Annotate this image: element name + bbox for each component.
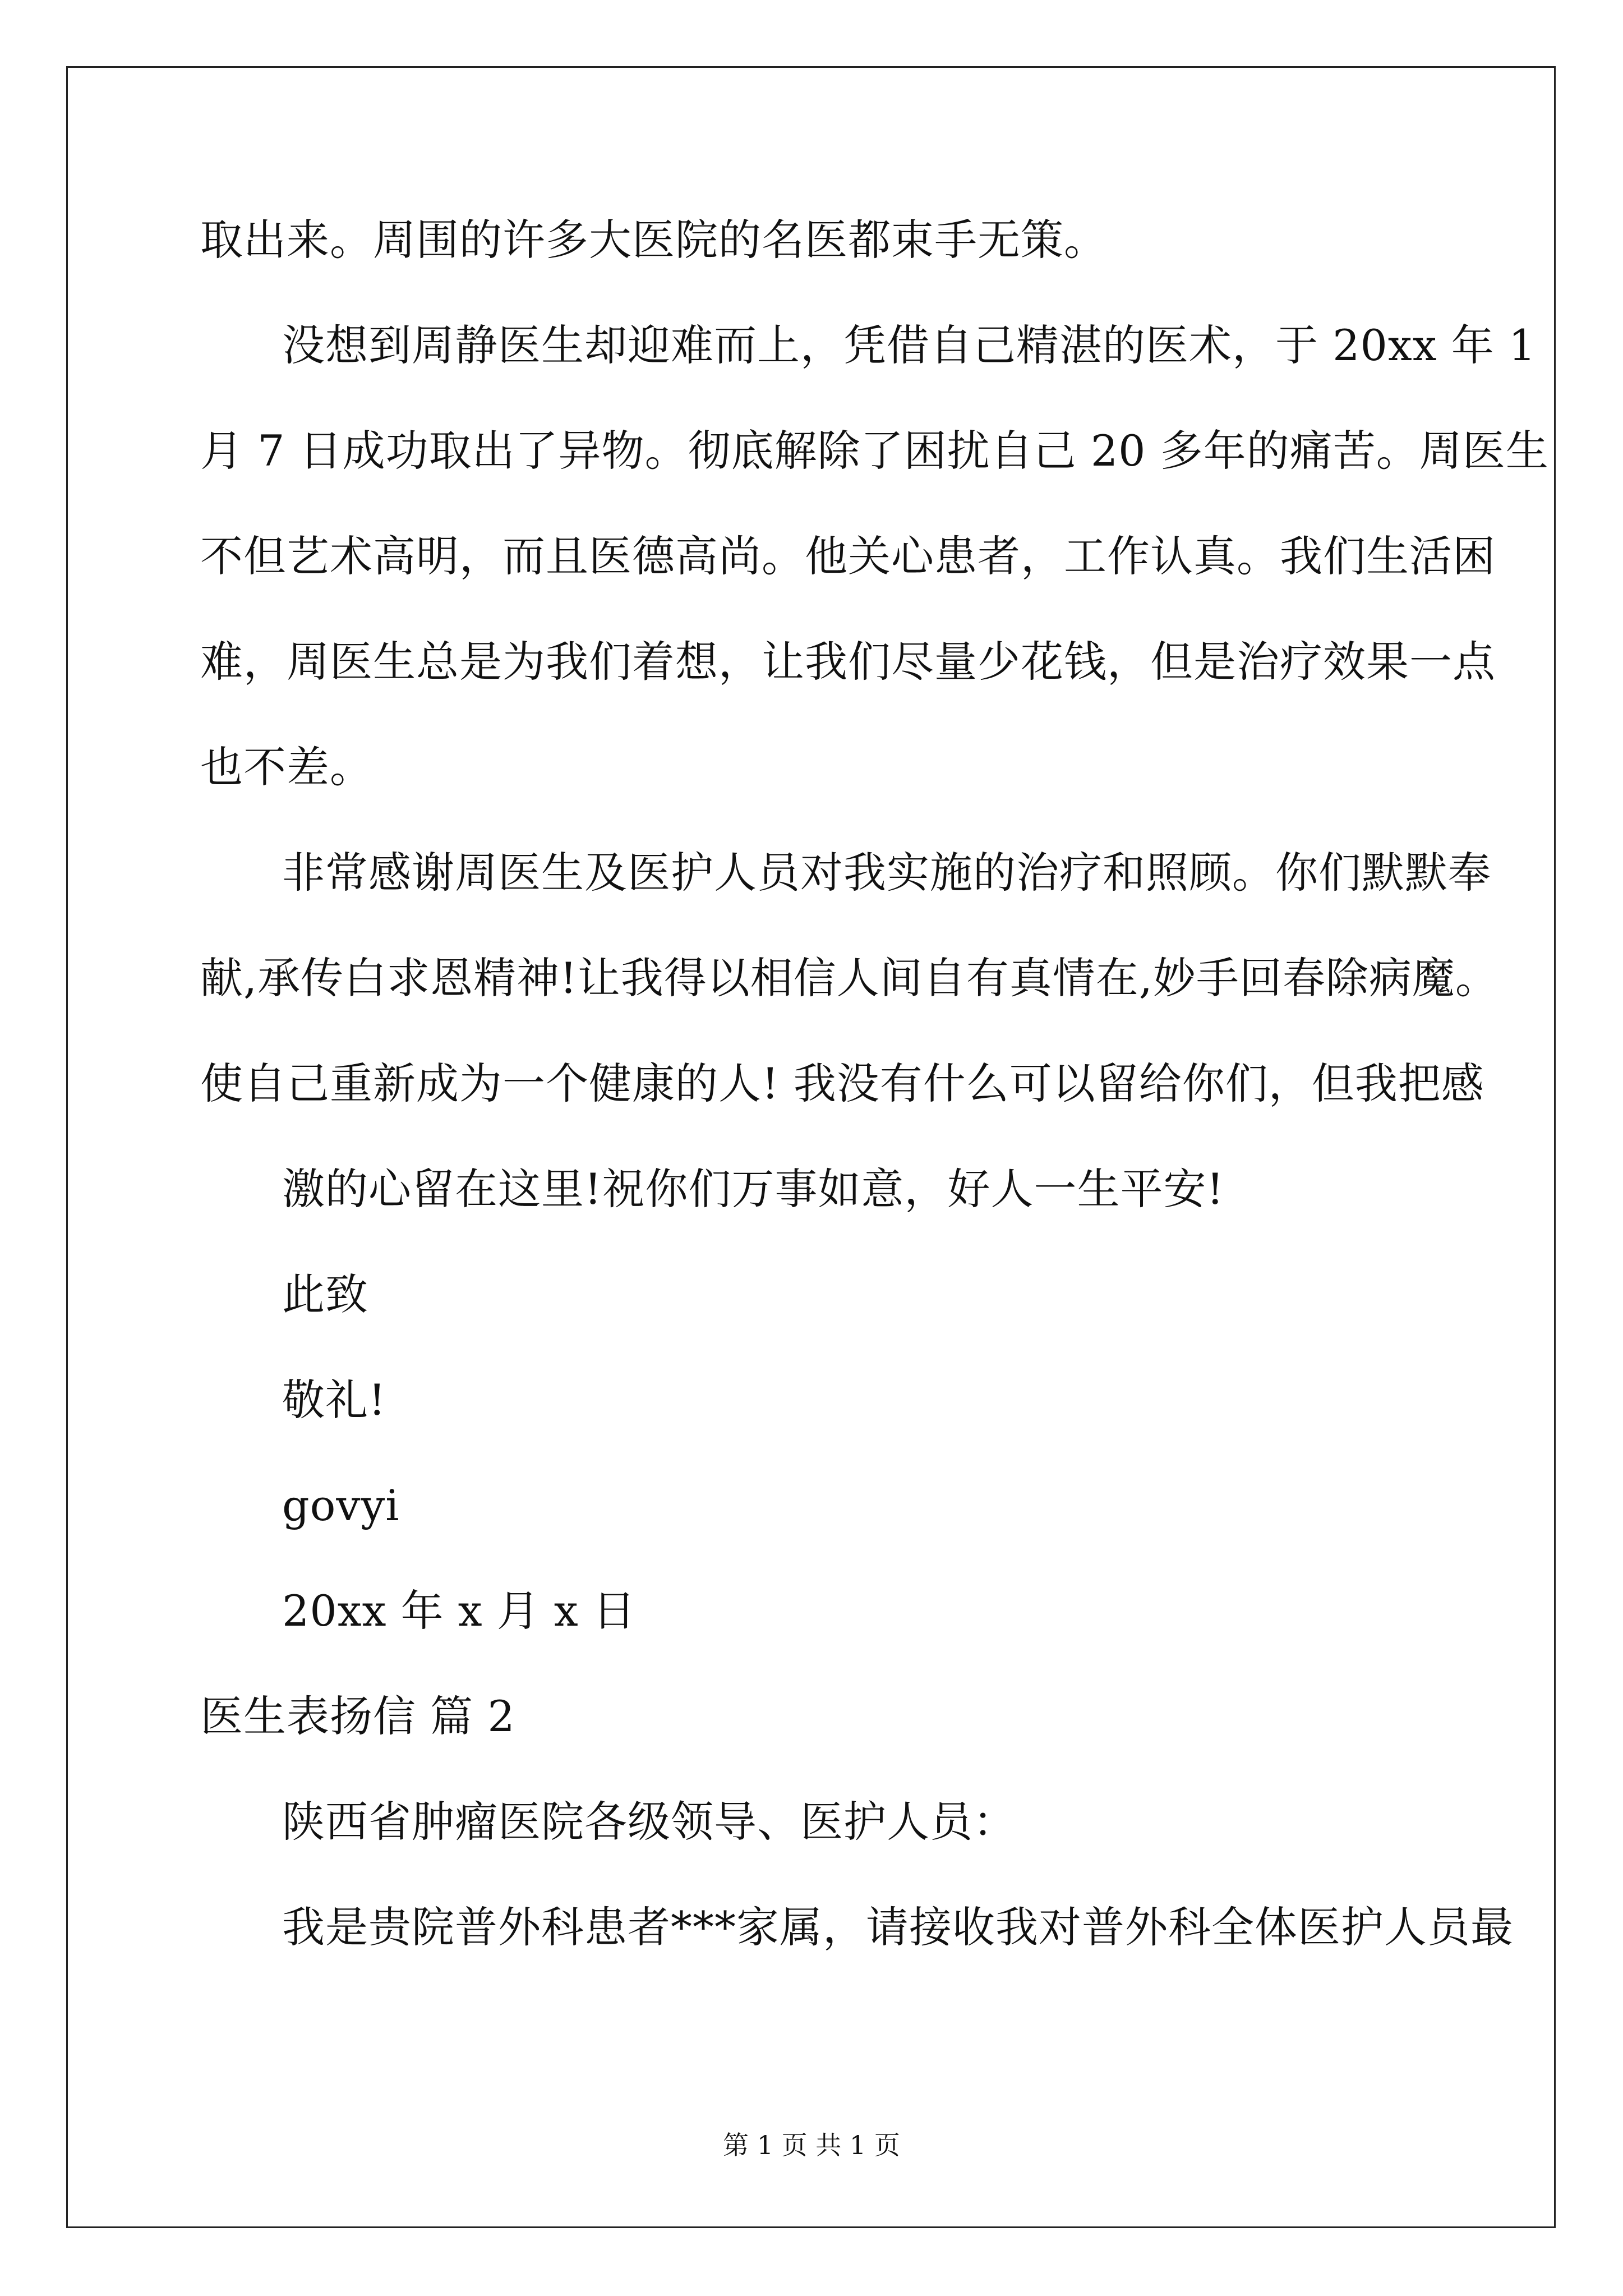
text-line: 激的心留在这里!祝你们万事如意，好人一生平安! bbox=[282, 1164, 1225, 1214]
text-line: 难，周医生总是为我们着想，让我们尽量少花钱，但是治疗效果一点 bbox=[200, 637, 1496, 687]
text-line: 使自己重新成为一个健康的人! 我没有什么可以留给你们，但我把感 bbox=[200, 1059, 1484, 1108]
document-body bbox=[200, 213, 1549, 2006]
text-line: 没想到周静医生却迎难而上，凭借自己精湛的医术，于 20xx 年 1 bbox=[282, 320, 1537, 370]
text-line: 我是贵院普外科患者***家属，请接收我对普外科全体医护人员最 bbox=[282, 1902, 1514, 1952]
addressee-line: 陕西省肿瘤医院各级领导、医护人员： bbox=[282, 1797, 1016, 1847]
signature: govyi bbox=[282, 1480, 400, 1530]
text-line: 非常感谢周医生及医护人员对我实施的治疗和照顾。你们默默奉 bbox=[282, 848, 1491, 898]
text-line: 献,承传白求恩精神!让我得以相信人间自有真情在,妙手回春除病魔。 bbox=[200, 953, 1498, 1003]
closing-regards: 敬礼! bbox=[282, 1375, 386, 1425]
page-footer: 第 1 页 共 1 页 bbox=[723, 2130, 900, 2160]
text-line: 取出来。周围的许多大医院的名医都束手无策。 bbox=[200, 215, 1107, 265]
section-heading: 医生表扬信 篇 2 bbox=[200, 1691, 515, 1741]
date-line: 20xx 年 x 月 x 日 bbox=[282, 1586, 636, 1636]
text-line: 不但艺术高明，而且医德高尚。他关心患者，工作认真。我们生活困 bbox=[200, 531, 1496, 581]
text-line: 月 7 日成功取出了异物。彻底解除了困扰自己 20 多年的痛苦。周医生 bbox=[200, 426, 1549, 476]
closing-salutation: 此致 bbox=[282, 1269, 368, 1319]
text-line: 也不差。 bbox=[200, 742, 373, 792]
